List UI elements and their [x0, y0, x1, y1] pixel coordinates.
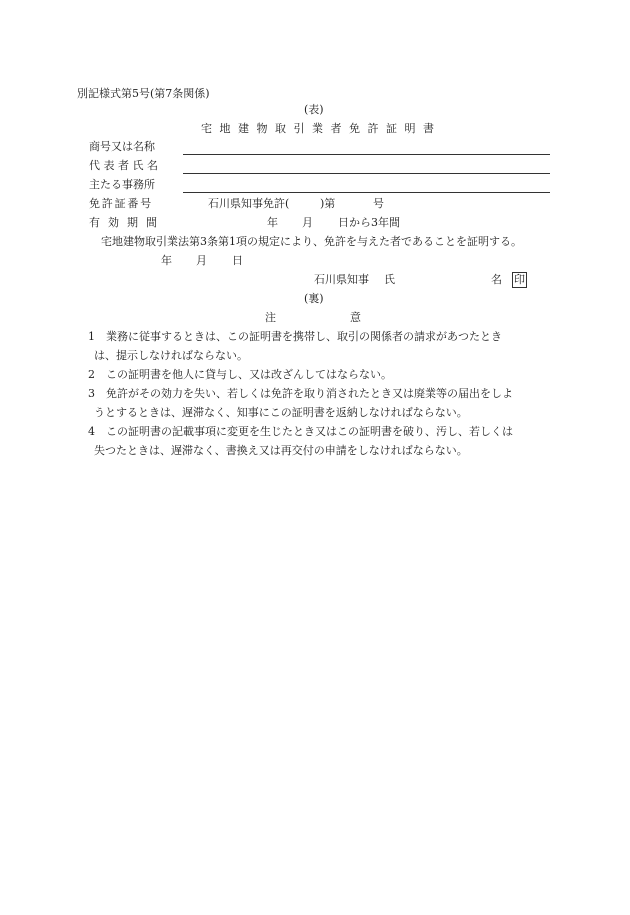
form-header: 別記様式第5号(第7条関係)	[77, 87, 210, 100]
governor-name-mei: 名	[491, 273, 502, 286]
field-label-main-office: 主たる事務所	[89, 178, 155, 191]
note-text-continuation: 失つたときは、遅滞なく、書換え又は再交付の申請をしなければならない。	[94, 444, 468, 457]
license-authority: 石川県知事免許(	[208, 197, 290, 210]
note-text: この証明書を他人に貸与し、又は改ざんしてはならない。	[106, 368, 392, 381]
note-number: 3	[88, 387, 95, 400]
governor-name-shi: 氏	[384, 273, 395, 286]
note-text-continuation: は、提示しなければならない。	[94, 349, 248, 362]
license-number-suffix: 号	[373, 197, 384, 210]
license-number-close: )第	[320, 197, 336, 210]
field-line-trade-name	[183, 154, 550, 155]
front-label: (表)	[304, 103, 324, 116]
note-number: 4	[88, 425, 95, 438]
validity-year: 年	[267, 216, 278, 229]
note-text: 業務に従事するときは、この証明書を携帯し、取引の関係者の請求があつたとき	[106, 330, 502, 343]
license-number-label: 免許証番号	[89, 197, 153, 210]
note-text-continuation: うとするときは、遅滞なく、知事にこの証明書を返納しなければならない。	[94, 406, 468, 419]
seal-stamp: 印	[514, 273, 525, 286]
validity-month: 月	[302, 216, 313, 229]
issue-date-day: 日	[232, 254, 243, 267]
notes-heading-a: 注	[265, 311, 276, 324]
back-label: (裏)	[304, 292, 324, 305]
document-title: 宅地建物取引業者免許証明書	[201, 122, 442, 135]
issue-date-year: 年	[161, 254, 172, 267]
note-number: 1	[88, 330, 95, 343]
note-text: 免許がその効力を失い、若しくは免許を取り消されたとき又は廃業等の届出をしよ	[106, 387, 513, 400]
note-text: この証明書の記載事項に変更を生じたとき又はこの証明書を破り、汚し、若しくは	[106, 425, 513, 438]
note-number: 2	[88, 368, 95, 381]
field-line-main-office	[183, 192, 550, 193]
notes-heading-b: 意	[350, 311, 361, 324]
validity-period: 日から3年間	[338, 216, 400, 229]
field-line-representative	[183, 173, 550, 174]
governor-title: 石川県知事	[314, 273, 369, 286]
field-label-representative: 代表者氏名	[89, 159, 162, 172]
issue-date-month: 月	[196, 254, 207, 267]
certification-statement: 宅地建物取引業法第3条第1項の規定により、免許を与えた者であることを証明する。	[101, 235, 522, 248]
validity-label: 有効期間	[89, 216, 165, 229]
field-label-trade-name: 商号又は名称	[89, 140, 155, 153]
